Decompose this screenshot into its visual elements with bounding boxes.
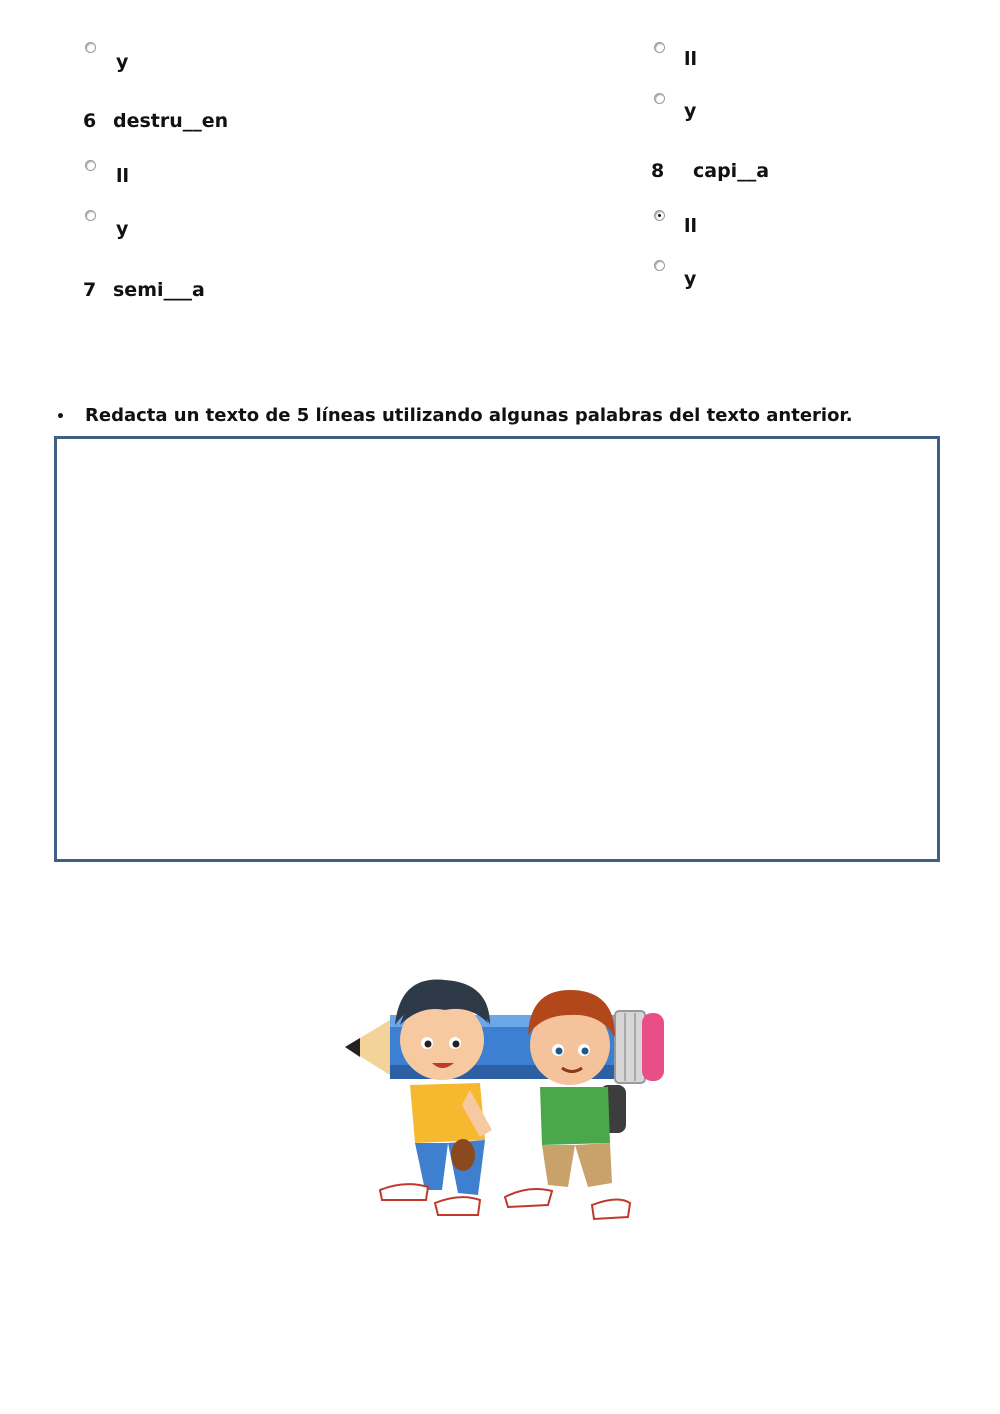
option-label-q7-ll: ll xyxy=(684,48,698,70)
radio-q6-y[interactable] xyxy=(85,210,96,221)
question-number: 7 xyxy=(83,279,97,301)
question-word: destru__en xyxy=(113,110,229,132)
question-number: 8 xyxy=(651,160,665,182)
option-label-q8-y: y xyxy=(684,268,697,290)
question-7 xyxy=(83,279,205,301)
question-6 xyxy=(83,110,228,132)
radio-q6-ll[interactable] xyxy=(85,160,96,171)
radio-q7-y[interactable] xyxy=(654,93,665,104)
pencil-icon xyxy=(345,1011,664,1083)
question-number: 6 xyxy=(83,110,97,132)
option-label-q7-y: y xyxy=(684,100,697,122)
radio-q8-y[interactable] xyxy=(654,260,665,271)
radio-q7-ll[interactable] xyxy=(654,42,665,53)
instruction-text: Redacta un texto de 5 líneas utilizando algunas palabras del texto anterior. xyxy=(85,405,853,426)
option-label-q8-ll: ll xyxy=(684,215,698,237)
boy-yellow-shirt xyxy=(380,980,492,1215)
option-label-q6-y: y xyxy=(116,218,129,240)
option-label-q6-ll: ll xyxy=(116,165,130,187)
bullet: • xyxy=(56,409,65,425)
question-word: capi__a xyxy=(693,160,770,182)
radio-q8-ll-selected[interactable] xyxy=(654,210,665,221)
two-boys-pencil-illustration xyxy=(330,965,680,1235)
radio-q5-y[interactable] xyxy=(85,42,96,53)
question-8 xyxy=(651,160,769,182)
answer-text-box[interactable] xyxy=(54,436,940,862)
instruction xyxy=(56,404,853,429)
question-word: semi___a xyxy=(113,279,205,301)
option-label-q5-y: y xyxy=(116,51,129,73)
